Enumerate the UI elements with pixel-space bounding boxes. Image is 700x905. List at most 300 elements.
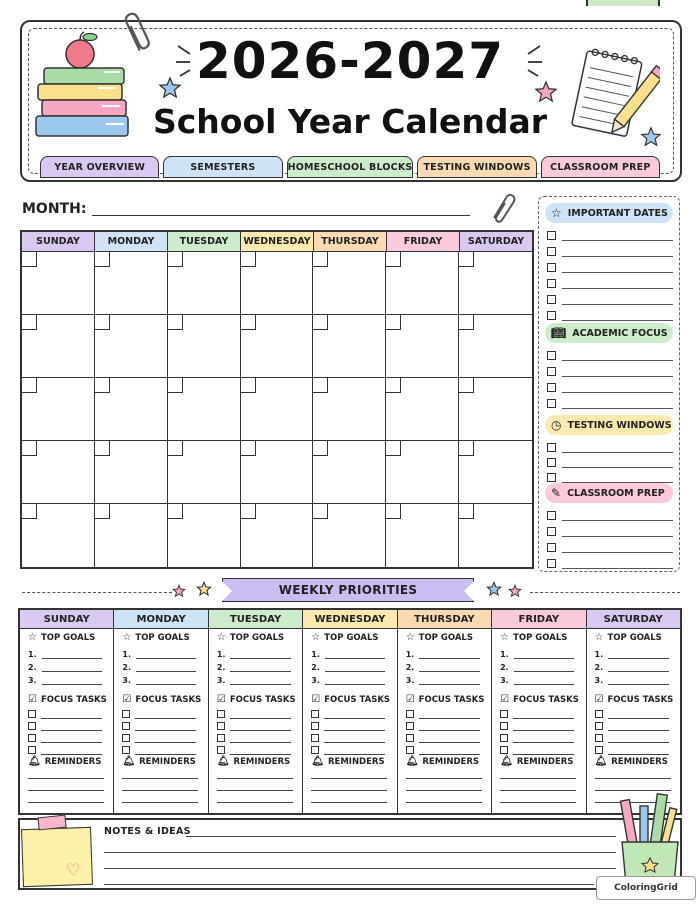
clock-icon: ◷	[551, 418, 562, 432]
calendar-day-cell[interactable]	[22, 315, 95, 378]
task-row[interactable]	[500, 746, 574, 755]
top-goals-label: TOP GOALS	[418, 632, 473, 643]
write-line	[42, 676, 102, 685]
checkbox[interactable]	[217, 734, 225, 742]
reminder-line[interactable]	[311, 790, 387, 791]
goal-line[interactable]	[595, 676, 669, 685]
task-row[interactable]	[595, 746, 669, 755]
star-icon	[172, 584, 186, 598]
calendar-day-cell[interactable]	[313, 315, 386, 378]
checklist-row[interactable]	[547, 347, 673, 361]
checklist-row[interactable]	[547, 439, 673, 453]
goal-number: 3.	[216, 676, 226, 685]
goal-number: 1.	[500, 650, 509, 659]
notes-line[interactable]	[104, 868, 616, 869]
write-line	[514, 650, 574, 659]
checkbox[interactable]	[122, 722, 130, 730]
notes-side-panel	[538, 196, 680, 572]
checkbox[interactable]	[547, 263, 556, 272]
task-row[interactable]	[122, 710, 196, 719]
checklist-row[interactable]	[547, 291, 673, 305]
calendar-day-cell[interactable]	[459, 378, 532, 441]
checklist-row[interactable]	[547, 259, 673, 273]
goal-line[interactable]	[28, 650, 102, 659]
goal-number: 3.	[28, 676, 37, 685]
checklist-row[interactable]	[547, 555, 673, 569]
checkbox[interactable]	[547, 559, 556, 568]
reminders-heading	[406, 756, 479, 767]
calendar-day-cell[interactable]	[313, 504, 386, 567]
calendar-day-cell[interactable]	[168, 441, 241, 504]
star-icon: ☆	[311, 632, 321, 643]
write-line	[513, 754, 574, 755]
weekly-day-column	[492, 610, 586, 813]
reminder-line[interactable]	[406, 778, 482, 779]
write-line	[42, 650, 102, 659]
checkbox[interactable]	[595, 746, 603, 754]
goal-number: 2.	[122, 663, 132, 672]
notes-line[interactable]	[104, 852, 616, 853]
goal-line[interactable]	[217, 650, 291, 659]
checkbox[interactable]	[311, 722, 319, 730]
notes-line[interactable]	[104, 884, 594, 885]
task-row[interactable]	[311, 734, 385, 743]
reminder-line[interactable]	[217, 790, 293, 791]
checklist-row[interactable]	[547, 227, 673, 241]
checkbox[interactable]	[122, 746, 130, 754]
task-row[interactable]	[217, 734, 291, 743]
calendar-day-cell[interactable]	[241, 378, 314, 441]
reminders-label: REMINDERS	[44, 756, 102, 767]
checkbox[interactable]	[28, 746, 36, 754]
write-line	[230, 742, 291, 743]
bell-icon: 🔔︎	[311, 756, 324, 767]
write-line	[230, 650, 290, 659]
page-title-year: 2026-2027	[195, 32, 505, 90]
bell-icon: 🔔︎	[122, 756, 136, 767]
write-line	[562, 240, 673, 241]
checkbox-icon: ☑	[594, 694, 604, 705]
calendar-day-cell[interactable]	[241, 504, 314, 567]
write-line	[41, 730, 102, 731]
reminder-line[interactable]	[311, 778, 387, 779]
goal-number: 2.	[216, 663, 226, 672]
tab-homeschool-blocks[interactable]: HOMESCHOOL BLOCKS	[287, 156, 414, 178]
calendar-day-cell[interactable]	[95, 378, 168, 441]
checkbox[interactable]	[500, 710, 508, 718]
checkbox[interactable]	[311, 746, 319, 754]
reminder-line[interactable]	[595, 790, 671, 791]
checklist-row[interactable]	[547, 395, 673, 409]
watermark-logo: ColoringGrid	[596, 876, 696, 900]
bell-icon: 🔔︎	[594, 756, 608, 767]
write-line	[608, 650, 668, 659]
top-goals-heading	[406, 632, 473, 643]
top-goals-label: TOP GOALS	[229, 632, 285, 643]
checklist-row[interactable]	[547, 243, 673, 257]
checkbox[interactable]	[547, 247, 556, 256]
star-icon: ☆	[216, 632, 226, 643]
calendar-day-cell[interactable]	[313, 252, 386, 315]
write-line	[324, 742, 385, 743]
checkbox-icon: ☑	[405, 694, 415, 705]
reminder-line[interactable]	[500, 802, 576, 803]
task-row[interactable]	[406, 746, 480, 755]
calendar-day-cell[interactable]	[22, 252, 95, 315]
focus-tasks-heading	[595, 694, 674, 705]
top-goals-label: TOP GOALS	[513, 632, 568, 643]
write-line	[135, 718, 196, 719]
weekday-wednesday: WEDNESDAY	[241, 232, 314, 251]
task-row[interactable]	[500, 722, 574, 731]
checkbox[interactable]	[122, 710, 130, 718]
write-line	[562, 552, 673, 553]
write-line	[230, 730, 291, 731]
calendar-day-cell[interactable]	[459, 252, 532, 315]
write-line	[562, 376, 673, 377]
write-line	[562, 320, 673, 321]
checklist-row[interactable]	[547, 379, 673, 393]
star-icon	[196, 581, 212, 597]
reminders-label: REMINDERS	[516, 756, 574, 767]
focus-tasks-heading	[28, 694, 107, 705]
goal-line[interactable]	[406, 650, 480, 659]
write-line	[135, 742, 196, 743]
goal-line[interactable]	[595, 663, 669, 672]
write-line	[230, 718, 291, 719]
checkbox[interactable]	[500, 746, 508, 754]
weekly-day-column	[114, 610, 208, 813]
write-line	[325, 676, 385, 685]
checkbox[interactable]	[500, 734, 508, 742]
calendar-day-cell[interactable]	[386, 504, 459, 567]
reminder-line[interactable]	[406, 802, 482, 803]
write-line	[562, 392, 673, 393]
calendar-day-cell[interactable]	[313, 378, 386, 441]
write-line	[136, 676, 196, 685]
checkbox-icon: ☑	[500, 694, 510, 705]
write-line	[562, 288, 673, 289]
task-row[interactable]	[217, 722, 291, 731]
weekly-day-header: FRIDAY	[492, 610, 585, 629]
task-row[interactable]	[122, 722, 196, 731]
checkbox[interactable]	[547, 367, 556, 376]
checklist-row[interactable]	[547, 523, 673, 537]
weekday-friday: FRIDAY	[387, 232, 460, 251]
notes-line[interactable]	[186, 836, 616, 837]
goal-number: 1.	[594, 650, 604, 659]
task-row[interactable]	[500, 710, 574, 719]
month-calendar-grid	[20, 230, 534, 569]
star-icon: ☆	[594, 632, 604, 643]
pencil-cup-icon	[618, 792, 686, 886]
checkbox[interactable]	[28, 722, 36, 730]
tab-classroom-prep[interactable]: CLASSROOM PREP	[541, 156, 660, 178]
write-line	[41, 718, 102, 719]
goal-line[interactable]	[500, 676, 574, 685]
checkbox[interactable]	[547, 399, 556, 408]
paperclip-icon	[488, 192, 518, 224]
checklist-row[interactable]	[547, 363, 673, 377]
goal-line[interactable]	[406, 676, 480, 685]
checklist-row[interactable]	[547, 454, 673, 468]
task-row[interactable]	[122, 746, 196, 755]
task-row[interactable]	[217, 710, 291, 719]
calendar-day-cell[interactable]	[168, 378, 241, 441]
reminder-line[interactable]	[28, 802, 104, 803]
reminder-line[interactable]	[122, 778, 198, 779]
calendar-day-cell[interactable]	[95, 504, 168, 567]
checkbox[interactable]	[500, 722, 508, 730]
calendar-day-cell[interactable]	[168, 315, 241, 378]
task-row[interactable]	[28, 722, 102, 731]
goal-line[interactable]	[500, 650, 574, 659]
checkbox[interactable]	[311, 734, 319, 742]
task-row[interactable]	[311, 710, 385, 719]
checkbox[interactable]	[547, 511, 556, 520]
write-line	[230, 676, 290, 685]
write-line	[135, 754, 196, 755]
reminder-line[interactable]	[500, 790, 576, 791]
calendar-day-cell[interactable]	[168, 252, 241, 315]
weekly-day-header: WEDNESDAY	[303, 610, 396, 629]
star-icon: ☆	[405, 632, 415, 643]
checkbox[interactable]	[595, 710, 603, 718]
star-icon	[508, 584, 522, 598]
reminder-line[interactable]	[28, 778, 104, 779]
write-line	[135, 730, 196, 731]
top-goals-heading	[28, 632, 95, 643]
checkbox[interactable]	[595, 734, 603, 742]
write-line	[513, 718, 574, 719]
goal-line[interactable]	[311, 676, 385, 685]
weekday-sunday: SUNDAY	[22, 232, 95, 251]
checkbox[interactable]	[547, 543, 556, 552]
weekly-day-header: SUNDAY	[20, 610, 113, 629]
checkbox[interactable]	[217, 710, 225, 718]
calendar-day-cell[interactable]	[22, 441, 95, 504]
checkbox[interactable]	[217, 722, 225, 730]
calendar-day-cell[interactable]	[313, 441, 386, 504]
focus-tasks-heading	[500, 694, 579, 705]
checklist-row[interactable]	[547, 539, 673, 553]
write-line	[608, 730, 669, 731]
bell-icon: 🔔︎	[405, 756, 419, 767]
write-line	[136, 650, 196, 659]
task-row[interactable]	[28, 710, 102, 719]
checkbox[interactable]	[547, 458, 556, 467]
calendar-day-cell[interactable]	[459, 441, 532, 504]
goal-line[interactable]	[311, 650, 385, 659]
task-row[interactable]	[406, 710, 480, 719]
checkbox[interactable]	[547, 311, 556, 320]
goal-line[interactable]	[217, 676, 291, 685]
checklist-row[interactable]	[547, 507, 673, 521]
reminders-label: REMINDERS	[327, 756, 385, 767]
folder-tab	[586, 0, 660, 6]
star-icon: ☆	[122, 632, 132, 643]
bell-icon: 🔔︎	[500, 756, 513, 767]
task-row[interactable]	[28, 734, 102, 743]
star-icon: ☆	[551, 206, 562, 220]
checkbox[interactable]	[547, 383, 556, 392]
checkbox[interactable]	[311, 710, 319, 718]
checkbox[interactable]	[406, 722, 414, 730]
write-line	[41, 742, 102, 743]
tab-semesters[interactable]: SEMESTERS	[163, 156, 282, 178]
goal-line[interactable]	[500, 663, 574, 672]
write-line	[562, 452, 673, 453]
goal-number: 2.	[28, 663, 37, 672]
checklist-row[interactable]	[547, 307, 673, 321]
task-row[interactable]	[406, 734, 480, 743]
reminder-line[interactable]	[406, 790, 482, 791]
reminder-line[interactable]	[122, 802, 198, 803]
checkbox[interactable]	[547, 351, 556, 360]
weekly-day-column	[20, 610, 114, 813]
write-line	[230, 754, 291, 755]
weekly-priorities-banner: WEEKLY PRIORITIES	[222, 578, 474, 602]
heart-icon: ♡	[66, 860, 81, 879]
checkbox[interactable]	[547, 443, 556, 452]
calendar-day-cell[interactable]	[459, 504, 532, 567]
calendar-day-cell[interactable]	[95, 315, 168, 378]
goal-line[interactable]	[122, 663, 196, 672]
task-row[interactable]	[500, 734, 574, 743]
calendar-day-cell[interactable]	[95, 252, 168, 315]
task-row[interactable]	[595, 722, 669, 731]
checkbox[interactable]	[406, 710, 414, 718]
task-row[interactable]	[217, 746, 291, 755]
checklist-row[interactable]	[547, 275, 673, 289]
task-row[interactable]	[406, 722, 480, 731]
weekly-day-column	[587, 610, 680, 813]
checkbox[interactable]	[547, 295, 556, 304]
write-line	[419, 676, 479, 685]
write-line	[562, 360, 673, 361]
checkbox[interactable]	[406, 734, 414, 742]
weekly-day-column	[398, 610, 492, 813]
task-row[interactable]	[311, 746, 385, 755]
testing-windows-header	[545, 415, 673, 435]
goal-line[interactable]	[595, 650, 669, 659]
task-row[interactable]	[122, 734, 196, 743]
page-subtitle: School Year Calendar	[152, 102, 548, 141]
checkbox[interactable]	[406, 746, 414, 754]
checkbox[interactable]	[217, 746, 225, 754]
checkbox[interactable]	[547, 231, 556, 240]
top-goals-label: TOP GOALS	[324, 632, 379, 643]
weekly-day-header: TUESDAY	[209, 610, 302, 629]
task-row[interactable]	[595, 734, 669, 743]
write-line	[514, 676, 574, 685]
goal-line[interactable]	[311, 663, 385, 672]
calendar-day-cell[interactable]	[95, 441, 168, 504]
reminder-line[interactable]	[217, 778, 293, 779]
write-line	[562, 568, 673, 569]
checkbox[interactable]	[547, 527, 556, 536]
checklist-row[interactable]	[547, 469, 673, 483]
month-input-line[interactable]	[92, 215, 470, 216]
calendar-day-cell[interactable]	[168, 504, 241, 567]
section-tabs	[40, 156, 660, 178]
reminder-line[interactable]	[217, 802, 293, 803]
write-line	[325, 650, 385, 659]
month-label: MONTH:	[22, 201, 87, 217]
goal-line[interactable]	[122, 676, 196, 685]
checkbox[interactable]	[547, 473, 556, 482]
write-line	[419, 718, 480, 719]
goal-line[interactable]	[28, 663, 102, 672]
goal-line[interactable]	[28, 676, 102, 685]
reminders-heading	[122, 756, 195, 767]
top-goals-label: TOP GOALS	[135, 632, 190, 643]
weekly-day-header: MONDAY	[114, 610, 207, 629]
top-goals-heading	[311, 632, 378, 643]
calendar-day-cell[interactable]	[459, 315, 532, 378]
focus-tasks-label: FOCUS TASKS	[135, 694, 202, 705]
reminder-line[interactable]	[311, 802, 387, 803]
write-line	[562, 272, 673, 273]
checkbox[interactable]	[28, 734, 36, 742]
calendar-day-cell[interactable]	[22, 378, 95, 441]
reminders-label: REMINDERS	[422, 756, 480, 767]
calendar-days	[22, 252, 532, 567]
reminder-line[interactable]	[595, 778, 671, 779]
checkbox[interactable]	[595, 722, 603, 730]
goal-line[interactable]	[406, 663, 480, 672]
goal-line[interactable]	[217, 663, 291, 672]
calendar-day-cell[interactable]	[22, 504, 95, 567]
book-icon: 📖︎	[551, 326, 567, 340]
checkbox[interactable]	[547, 279, 556, 288]
reminder-line[interactable]	[122, 790, 198, 791]
checkbox[interactable]	[122, 734, 130, 742]
calendar-day-cell[interactable]	[386, 315, 459, 378]
write-line	[42, 663, 102, 672]
testing-windows-label: TESTING WINDOWS	[567, 419, 672, 431]
important-dates-header	[545, 203, 673, 223]
top-goals-heading	[595, 632, 662, 643]
goal-number: 2.	[311, 663, 320, 672]
top-goals-heading	[217, 632, 284, 643]
task-row[interactable]	[28, 746, 102, 755]
tab-testing-windows[interactable]: TESTING WINDOWS	[417, 156, 536, 178]
task-row[interactable]	[311, 722, 385, 731]
weekly-day-header: THURSDAY	[398, 610, 491, 629]
calendar-day-cell[interactable]	[241, 315, 314, 378]
reminder-line[interactable]	[500, 778, 576, 779]
bell-icon: 🔔︎	[28, 756, 41, 767]
top-goals-heading	[500, 632, 567, 643]
reminders-label: REMINDERS	[139, 756, 196, 767]
calendar-day-cell[interactable]	[386, 441, 459, 504]
calendar-day-cell[interactable]	[386, 252, 459, 315]
goal-number: 2.	[500, 663, 509, 672]
checkbox[interactable]	[28, 710, 36, 718]
task-row[interactable]	[595, 710, 669, 719]
reminder-line[interactable]	[28, 790, 104, 791]
goal-number: 1.	[405, 650, 415, 659]
calendar-day-cell[interactable]	[386, 378, 459, 441]
calendar-day-cell[interactable]	[241, 252, 314, 315]
tab-year-overview[interactable]: YEAR OVERVIEW	[40, 156, 159, 178]
reminders-label: REMINDERS	[233, 756, 291, 767]
goal-line[interactable]	[122, 650, 196, 659]
sticky-note	[21, 827, 93, 887]
calendar-day-cell[interactable]	[241, 441, 314, 504]
checkbox-icon: ☑	[28, 694, 37, 705]
